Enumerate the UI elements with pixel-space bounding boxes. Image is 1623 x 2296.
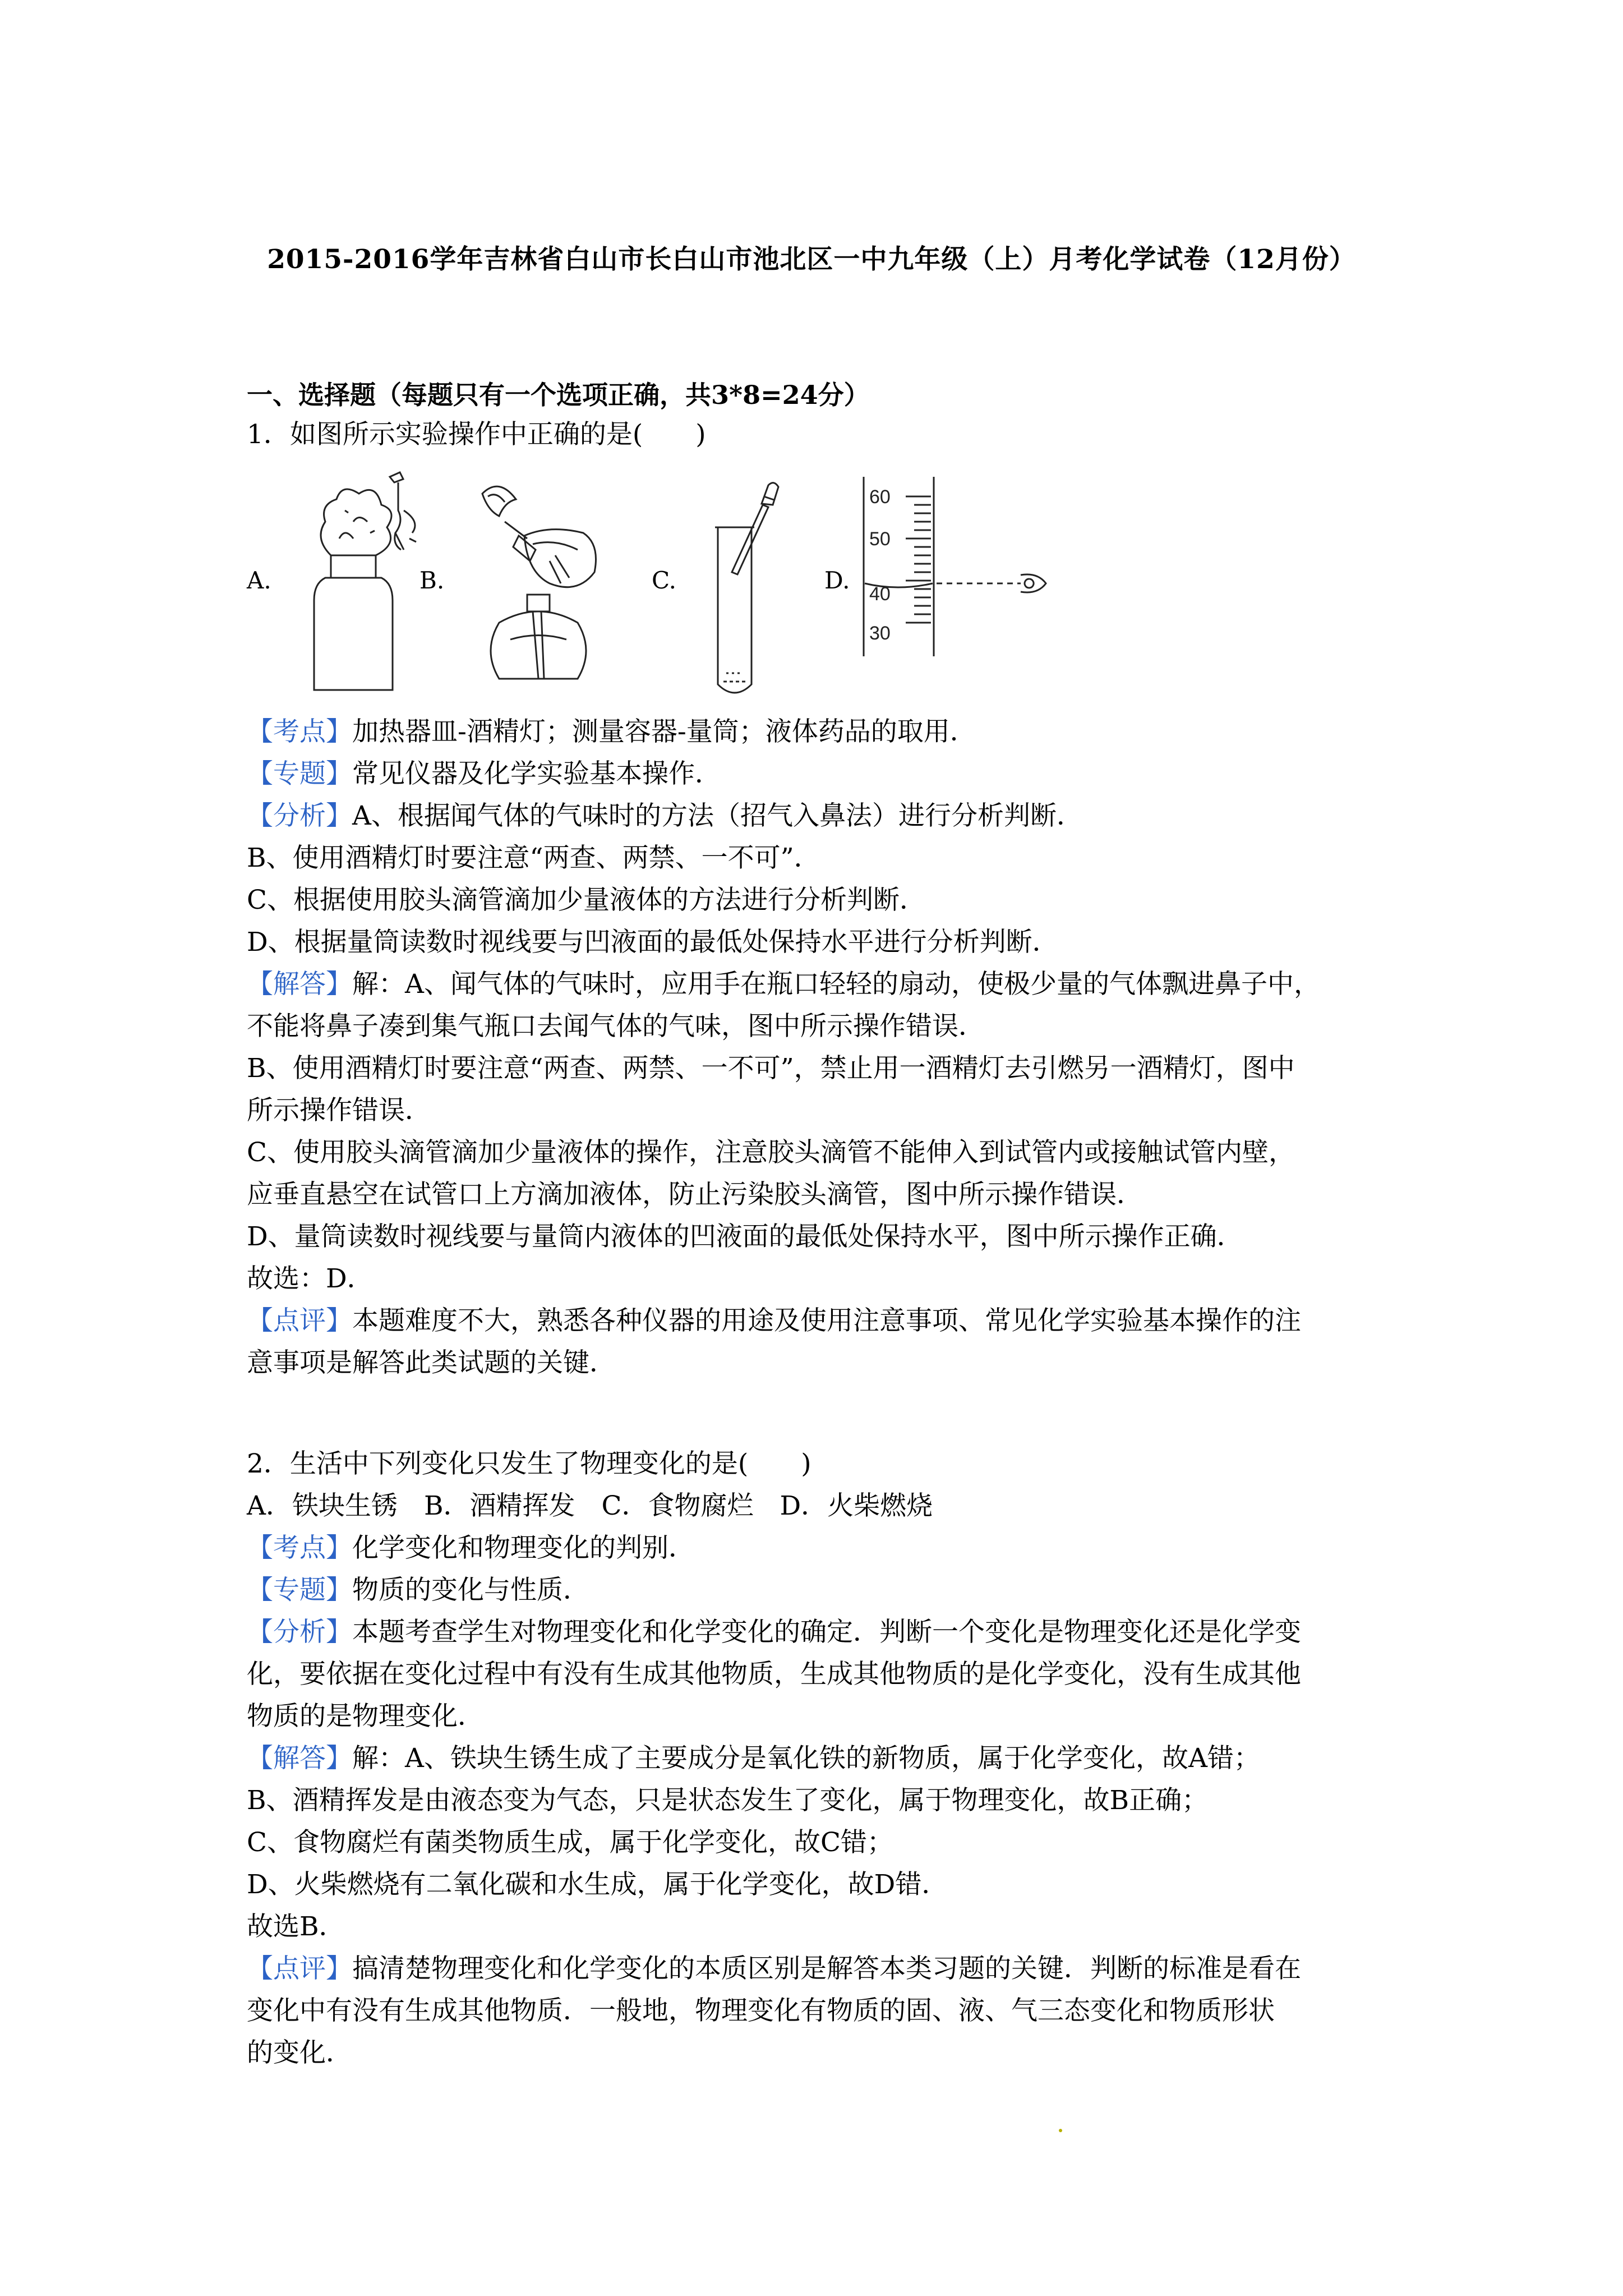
cylinder-tick-50: 50 [869, 528, 891, 550]
q1-fenxi-line: C、根据使用胶头滴管滴加少量液体的方法进行分析判断． [247, 885, 926, 915]
q2-jieda-line: B、酒精挥发是由液态变为气态，只是状态发生了变化，属于物理变化，故B正确； [247, 1785, 1209, 1816]
q1-jieda-line: 所示操作错误． [247, 1095, 431, 1126]
section-heading: 一、选择题（每题只有一个选项正确，共3*8=24分） [247, 380, 870, 410]
q2-fenxi-line: 物质的是物理变化． [247, 1701, 484, 1732]
q2-options: A．铁块生锈 B．酒精挥发 C．食物腐烂 D．火柴燃烧 [247, 1490, 933, 1521]
cylinder-tick-60: 60 [869, 486, 891, 508]
q1-kaodian: 【考点】加热器皿-酒精灯；测量容器-量筒；液体药品的取用． [247, 716, 976, 747]
q1-fenxi: 【分析】A、根据闻气体的气味时的方法（招气入鼻法）进行分析判断． [247, 800, 1083, 831]
q1-jieda-line: B、使用酒精灯时要注意“两查、两禁、一不可”，禁止用一酒精灯去引燃另一酒精灯，图中 [247, 1053, 1295, 1084]
cylinder-tick-30: 30 [869, 623, 891, 644]
q1-stem: 1．如图所示实验操作中正确的是( ) [247, 419, 706, 450]
option-d-label: D. [824, 567, 850, 594]
q1-fenxi-line: B、使用酒精灯时要注意“两查、两禁、一不可”． [247, 843, 820, 873]
q2-zhuanti: 【专题】物质的变化与性质． [247, 1575, 589, 1605]
q2-jieda-line: C、食物腐烂有菌类物质生成，属于化学变化，故C错； [247, 1827, 893, 1858]
test-tube-dropper-figure [684, 471, 785, 701]
jieda-tag: 【解答】 [247, 969, 352, 1000]
q2-fenxi: 【分析】本题考查学生对物理变化和化学变化的确定．判断一个变化是物理变化还是化学变 [247, 1617, 1301, 1648]
q2-fenxi-line: 化，要依据在变化过程中有没有生成其他物质，生成其他物质的是化学变化，没有生成其他 [247, 1659, 1301, 1690]
q1-jieda-line: D、量筒读数时视线要与量筒内液体的凹液面的最低处保持水平，图中所示操作正确． [247, 1221, 1243, 1252]
q1-dianping-line: 意事项是解答此类试题的关键． [247, 1347, 616, 1378]
q1-zhuanti: 【专题】常见仪器及化学实验基本操作． [247, 758, 721, 789]
q2-jieda-line: 故选B． [247, 1911, 345, 1942]
cylinder-tick-40: 40 [869, 583, 891, 605]
dianping-tag: 【点评】 [247, 1305, 352, 1336]
kaodian-tag: 【考点】 [247, 716, 352, 747]
alcohol-lamp-lighting-figure [465, 471, 634, 701]
q2-dianping-line: 变化中有没有生成其他物质．一般地，物理变化有物质的固、液、气三态变化和物质形状 [247, 1995, 1275, 2026]
q1-jieda: 【解答】解：A、闻气体的气味时，应用手在瓶口轻轻的扇动，使极少量的气体飘进鼻子中， [247, 969, 1320, 1000]
zhuanti-tag: 【专题】 [247, 758, 352, 789]
option-b-label: B. [419, 567, 445, 594]
dianping-tag: 【点评】 [247, 1953, 352, 1984]
q2-jieda-line: D、火柴燃烧有二氧化碳和水生成，属于化学变化，故D错． [247, 1869, 948, 1900]
stray-mark [1059, 2129, 1062, 2132]
q1-jieda-line: C、使用胶头滴管滴加少量液体的操作，注意胶头滴管不能伸入到试管内或接触试管内壁， [247, 1137, 1295, 1168]
q2-kaodian: 【考点】化学变化和物理变化的判别． [247, 1533, 695, 1563]
q2-dianping: 【点评】搞清楚物理变化和化学变化的本质区别是解答本类习题的关键．判断的标准是看在 [247, 1953, 1301, 1984]
fenxi-tag: 【分析】 [247, 800, 352, 831]
option-c-label: C. [652, 567, 676, 594]
fenxi-tag: 【分析】 [247, 1617, 352, 1648]
zhuanti-tag: 【专题】 [247, 1575, 352, 1605]
gas-bottle-smelling-figure [292, 471, 421, 701]
q2-jieda: 【解答】解：A、铁块生锈生成了主要成分是氧化铁的新物质，属于化学变化，故A错； [247, 1743, 1260, 1774]
kaodian-tag: 【考点】 [247, 1533, 352, 1563]
jieda-tag: 【解答】 [247, 1743, 352, 1774]
q1-dianping: 【点评】本题难度不大，熟悉各种仪器的用途及使用注意事项、常见化学实验基本操作的注 [247, 1305, 1301, 1336]
page-title: 2015-2016学年吉林省白山市长白山市池北区一中九年级（上）月考化学试卷（12月份） [267, 244, 1356, 275]
option-a-label: A. [247, 567, 271, 594]
q2-stem: 2．生活中下列变化只发生了物理变化的是( ) [247, 1448, 811, 1479]
measuring-cylinder-figure [852, 471, 1066, 701]
q1-jieda-line: 不能将鼻子凑到集气瓶口去闻气体的气味，图中所示操作错误． [247, 1011, 985, 1042]
q1-jieda-line: 故选：D． [247, 1263, 374, 1294]
q1-jieda-line: 应垂直悬空在试管口上方滴加液体，防止污染胶头滴管，图中所示操作错误． [247, 1179, 1143, 1210]
q1-fenxi-line: D、根据量筒读数时视线要与凹液面的最低处保持水平进行分析判断． [247, 927, 1059, 958]
q1-figures [247, 471, 1066, 707]
q2-dianping-line: 的变化． [247, 2037, 352, 2068]
